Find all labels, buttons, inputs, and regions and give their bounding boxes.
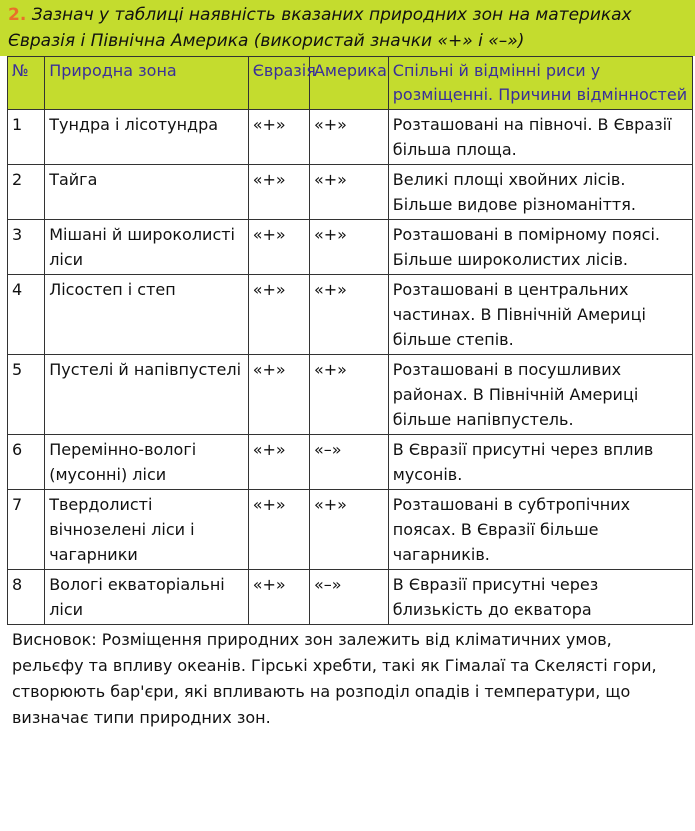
row-zone: Мішані й широколисті ліси xyxy=(45,220,249,275)
row-america: «+» xyxy=(309,490,388,570)
row-america: «+» xyxy=(309,110,388,165)
table-row xyxy=(8,275,693,355)
row-zone: Лісостеп і степ xyxy=(45,275,249,355)
row-number: 1 xyxy=(8,110,45,165)
row-number: 6 xyxy=(8,435,45,490)
row-eurasia: «+» xyxy=(248,570,309,625)
table-row xyxy=(8,220,693,275)
row-notes: Великі площі хвойних лісів. Більше видове різноманіття. xyxy=(388,165,692,220)
row-notes: Розташовані в посушливих районах. В Північній Америці більше напівпустель. xyxy=(388,355,692,435)
task-header xyxy=(0,0,695,56)
table-header-row xyxy=(8,57,693,110)
row-america: «+» xyxy=(309,165,388,220)
row-eurasia: «+» xyxy=(248,435,309,490)
row-number: 4 xyxy=(8,275,45,355)
conclusion-text: Висновок: Розміщення природних зон залежить від кліматичних умов, рельєфу та впливу океанів. Гірські хребти, такі як Гімалаї та Скелясті гори, створюють бар'єри, які впливають на розподіл опадів і температури, що визначає типи природних зон. xyxy=(12,630,657,727)
row-eurasia: «+» xyxy=(248,165,309,220)
row-number: 3 xyxy=(8,220,45,275)
row-zone: Тундра і лісотундра xyxy=(45,110,249,165)
header-number: № xyxy=(8,57,45,110)
table-row xyxy=(8,435,693,490)
row-notes: Розташовані в центральних частинах. В Північній Америці більше степів. xyxy=(388,275,692,355)
row-eurasia: «+» xyxy=(248,275,309,355)
row-zone: Пустелі й напівпустелі xyxy=(45,355,249,435)
row-america: «–» xyxy=(309,570,388,625)
row-america: «+» xyxy=(309,220,388,275)
table-row xyxy=(8,355,693,435)
zones-table xyxy=(7,56,693,625)
header-zone: Природна зона xyxy=(45,57,249,110)
row-number: 5 xyxy=(8,355,45,435)
row-america: «+» xyxy=(309,275,388,355)
row-number: 7 xyxy=(8,490,45,570)
row-notes: В Євразії присутні через близькість до екватора xyxy=(388,570,692,625)
task-text: Зазнач у таблиці наявність вказаних природних зон на материках Євразія і Північна Америка (використай значки «+» і «–») xyxy=(8,5,632,51)
row-number: 2 xyxy=(8,165,45,220)
row-notes: Розташовані в субтропічних поясах. В Євразії більше чагарників. xyxy=(388,490,692,570)
row-america: «–» xyxy=(309,435,388,490)
row-zone: Тайга xyxy=(45,165,249,220)
row-notes: Розташовані на півночі. В Євразії більша площа. xyxy=(388,110,692,165)
row-zone: Вологі екваторіальні ліси xyxy=(45,570,249,625)
row-notes: В Євразії присутні через вплив мусонів. xyxy=(388,435,692,490)
task-number: 2. xyxy=(8,5,27,25)
row-eurasia: «+» xyxy=(248,220,309,275)
row-eurasia: «+» xyxy=(248,110,309,165)
header-notes: Спільні й відмінні риси у розміщенні. Причини відмінностей xyxy=(388,57,692,110)
row-america: «+» xyxy=(309,355,388,435)
table-row xyxy=(8,570,693,625)
row-eurasia: «+» xyxy=(248,355,309,435)
table-row xyxy=(8,490,693,570)
row-number: 8 xyxy=(8,570,45,625)
header-eurasia: Євразія xyxy=(248,57,309,110)
row-eurasia: «+» xyxy=(248,490,309,570)
row-zone: Твердолисті вічнозелені ліси і чагарники xyxy=(45,490,249,570)
row-notes: Розташовані в помірному поясі. Більше широколистих лісів. xyxy=(388,220,692,275)
row-zone: Перемінно-вологі (мусонні) ліси xyxy=(45,435,249,490)
header-america: Америка xyxy=(309,57,388,110)
table-row xyxy=(8,110,693,165)
table-row xyxy=(8,165,693,220)
